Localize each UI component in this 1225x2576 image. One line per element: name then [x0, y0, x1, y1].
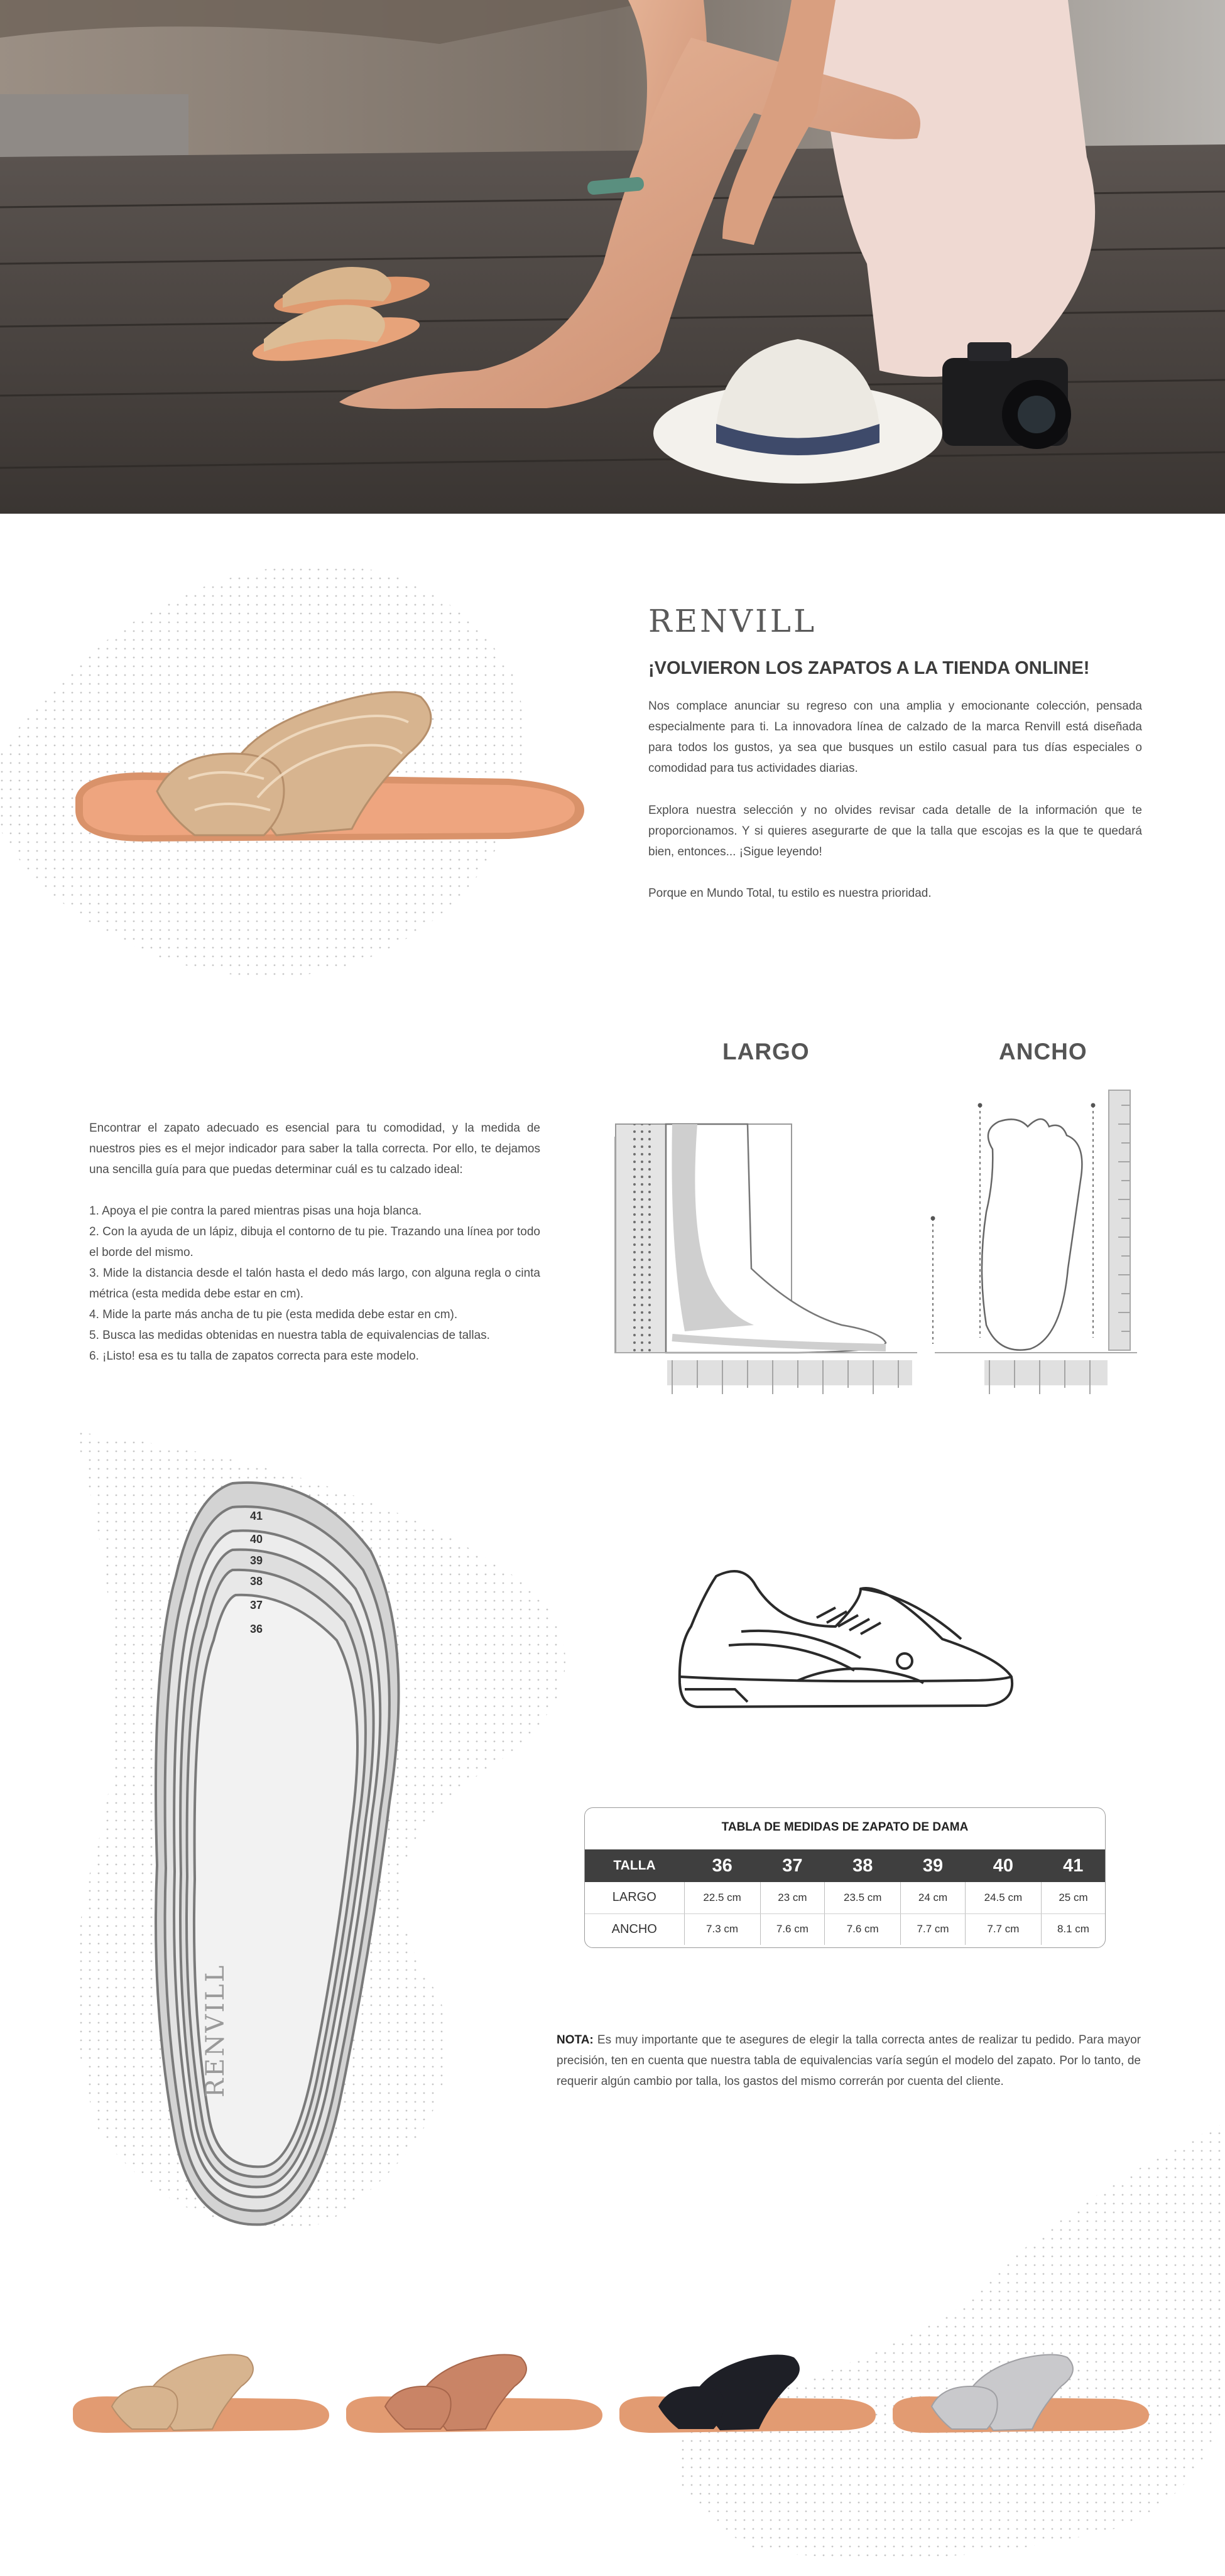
size-table — [584, 1807, 1106, 1948]
sneaker-icon — [672, 1557, 1024, 1721]
insole-size-36: 36 — [249, 1623, 263, 1635]
table-row — [585, 1913, 1105, 1945]
guide-intro: Encontrar el zapato adecuado es esencial para tu comodidad, y la medida de nuestros pies es el mejor indicador para saber la talla correcta. Por ello, te dejamos una sencilla guía para que puedas determinar cuál es tu calzado ideal: — [89, 1122, 540, 1176]
size-table-title: TABLA DE MEDIDAS DE ZAPATO DE DAMA — [721, 1821, 969, 1834]
size-header-40: 40 — [965, 1849, 1041, 1882]
intro-paragraph-2: Explora nuestra selección y no olvides revisar cada detalle de la información que te proporcionamos. Y si quieres asegurarte de que la talla que escojas es la que te quedará bien, entonces... ¡Sigue leyendo! — [648, 804, 1142, 858]
size-header-38: 38 — [825, 1849, 901, 1882]
intro-paragraph-1: Nos complace anunciar su regreso con una amplia y emocionante colección, pensada especialmente para ti. La innovadora línea de calzado de la marca Renvill está diseñada para todos los gustos, ya sea que busques un estilo casual para tus días especiales o comodidad para tus actividades diarias. — [648, 700, 1142, 775]
variant-sandal-silver — [889, 2349, 1153, 2437]
variant-sandal-black — [616, 2349, 879, 2437]
size-header-37: 37 — [760, 1849, 825, 1882]
insole-size-40: 40 — [249, 1533, 263, 1545]
row-label-ancho: ANCHO — [585, 1913, 684, 1945]
measure-guide-text — [89, 1118, 540, 1366]
note-label: NOTA: — [557, 2033, 594, 2047]
ancho-label: ANCHO — [999, 1039, 1087, 1064]
size-header-39: 39 — [901, 1849, 966, 1882]
size-header-36: 36 — [684, 1849, 760, 1882]
table-cell: 24 cm — [901, 1882, 966, 1913]
intro-paragraph-3: Porque en Mundo Total, tu estilo es nuestra prioridad. — [648, 887, 932, 900]
row-label-largo: LARGO — [585, 1882, 684, 1913]
table-cell: 23 cm — [760, 1882, 825, 1913]
foot-measure-diagram — [609, 1061, 1150, 1400]
insole-size-39: 39 — [249, 1554, 263, 1567]
size-table-grid — [585, 1849, 1105, 1945]
variant-sandal-rose — [342, 2349, 606, 2437]
intro-headline: ¡VOLVIERON LOS ZAPATOS A LA TIENDA ONLINE! — [648, 658, 1090, 678]
size-header-41: 41 — [1041, 1849, 1105, 1882]
table-cell: 7.7 cm — [901, 1913, 966, 1945]
table-cell: 23.5 cm — [825, 1882, 901, 1913]
size-note — [557, 2030, 1141, 2092]
size-table-header-talla: TALLA — [585, 1849, 684, 1882]
insole-brand-mark: RENVILL — [201, 1963, 230, 2097]
table-cell: 8.1 cm — [1057, 1923, 1089, 1935]
guide-step-4: 4. Mide la parte más ancha de tu pie (esta medida debe estar en cm). — [89, 1308, 458, 1321]
size-table-header-row — [585, 1849, 1105, 1882]
guide-step-6: 6. ¡Listo! esa es tu talla de zapatos correcta para este modelo. — [89, 1350, 419, 1363]
insole-size-labels — [237, 1505, 275, 1641]
table-row — [585, 1882, 1105, 1913]
table-cell: 22.5 cm — [684, 1882, 760, 1913]
table-cell: 24.5 cm — [965, 1882, 1041, 1913]
largo-label: LARGO — [722, 1039, 810, 1064]
insole-size-37: 37 — [249, 1599, 263, 1611]
brand-logo: RENVILL — [648, 603, 817, 639]
insole-size-41: 41 — [249, 1510, 263, 1522]
table-cell: 7.7 cm — [965, 1913, 1041, 1945]
guide-step-2: 2. Con la ayuda de un lápiz, dibuja el contorno de tu pie. Trazando una línea por todo el borde del mismo. — [89, 1225, 540, 1259]
variant-sandal-gold — [69, 2349, 333, 2437]
guide-step-5: 5. Busca las medidas obtenidas en nuestra tabla de equivalencias de tallas. — [89, 1329, 490, 1342]
featured-sandal-image — [69, 685, 591, 854]
insole-size-38: 38 — [249, 1575, 263, 1588]
table-cell: 7.6 cm — [825, 1913, 901, 1945]
table-cell: 7.6 cm — [760, 1913, 825, 1945]
guide-step-3: 3. Mide la distancia desde el talón hasta el dedo más largo, con alguna regla o cinta métrica (esta medida debe estar en cm). — [89, 1267, 540, 1301]
hero-photo — [0, 0, 1225, 514]
table-cell: 25 cm — [1041, 1882, 1105, 1913]
table-cell: 7.3 cm — [684, 1913, 760, 1945]
guide-step-1: 1. Apoya el pie contra la pared mientras pisas una hoja blanca. — [89, 1204, 422, 1218]
note-text: Es muy importante que te asegures de elegir la talla correcta antes de realizar tu pedido. Para mayor precisión, ten en cuenta que nuestra tabla de equivalencias varía según el modelo del zapato. Por lo tanto, de requerir algún cambio por talla, los gastos del mismo correrán por cuenta del cliente. — [557, 2033, 1141, 2088]
